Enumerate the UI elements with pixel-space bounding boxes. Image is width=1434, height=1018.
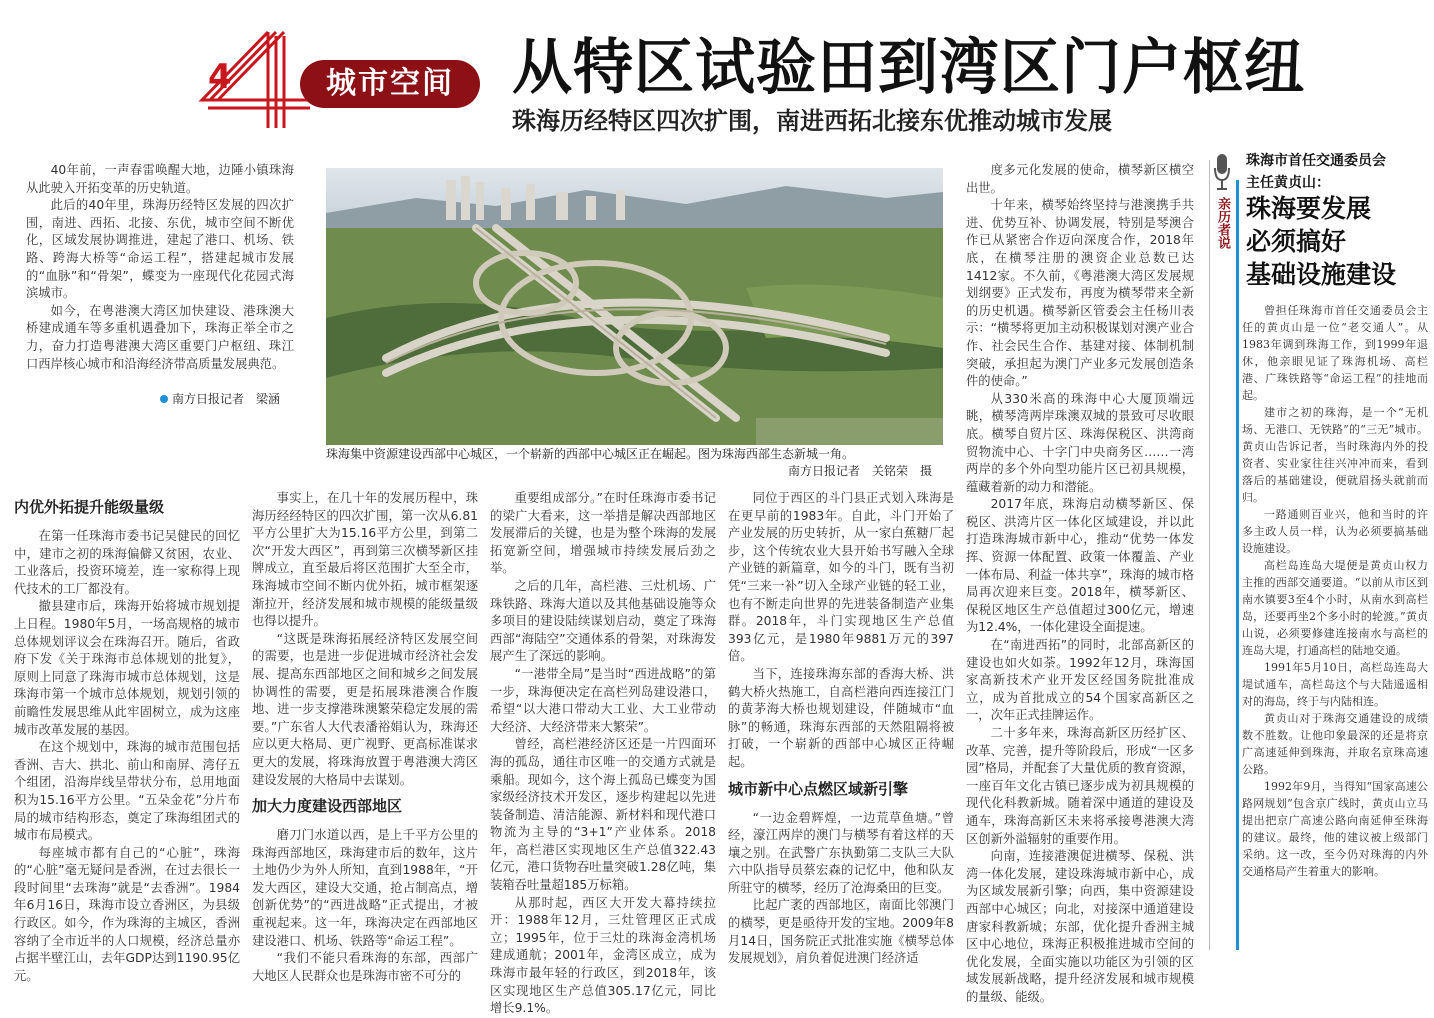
sidebar-intro-line: 珠海市首任交通委员会 bbox=[1246, 153, 1386, 169]
section-number: 4 bbox=[208, 57, 232, 97]
section-heading-b: 加大力度建设西部地区 bbox=[252, 797, 403, 816]
byline-dot-icon bbox=[160, 395, 168, 403]
body-paragraph: 从那时起，西区大开发大幕持续拉开：1988年12月，三灶管理区正式成立；1995年，位于三灶的珠海金湾机场建成通航；2001年，金湾区成立，成为珠海市最年轻的行政区，到2018年，该区实现地区生产总值305.17亿元，同比增长9.1%。 bbox=[490, 895, 716, 1016]
photo-caption: 珠海集中资源建设西部中心城区，一个崭新的西部中心城区正在崛起。图为珠海西部生态新城一角。 bbox=[326, 447, 855, 461]
sidebar-title-line: 珠海要发展 bbox=[1246, 194, 1372, 223]
body-paragraph: 当下，连接珠海东部的香海大桥、洪鹤大桥火热施工，自高栏港向西连接江门的黄茅海大桥也规划建设，伴随城市“血脉”的畅通，珠海东西部的天然阻隔将被打破，一个崭新的西部中心城区正待崛起。 bbox=[728, 666, 954, 769]
column-c bbox=[490, 490, 716, 1016]
sidebar-accent-stripe bbox=[1236, 180, 1239, 950]
intro-paragraph: 如今，在粤港澳大湾区加快建设、港珠澳大桥建成通车等多重机遇叠加下，珠海正举全市之力，奋力打造粤港澳大湾区重要门户枢纽、珠江口西岸核心城市和沿海经济带高质量发展典范。 bbox=[26, 303, 294, 371]
body-paragraph: 在第一任珠海市委书记吴健民的回忆中，建市之初的珠海偏僻又贫困，农业、工业落后，投资环境差，连一家称得上现代技术的工厂都没有。 bbox=[14, 529, 240, 596]
sidebar-paragraph: 1992年9月，当得知“国家高速公路网规划”包含京广线时，黄贞山立马提出把京广高速公路向南延伸至珠海的建议。最终，他的建议被上级部门采纳。这一改，至今仍对珠海的内外交通格局产生着重大的影响。 bbox=[1242, 780, 1428, 878]
photo-credit: 南方日报记者 关铭荣 摄 bbox=[788, 464, 933, 478]
column-b bbox=[252, 490, 478, 983]
body-paragraph: 比起广袤的西部地区，南面比邻澳门的横琴，更是亟待开发的宝地。2009年8月14日，国务院正式批准实施《横琴总体发展规划》，肩负着促进澳门经济适 bbox=[728, 898, 954, 966]
section-heading-d: 城市新中心点燃区域新引擎 bbox=[728, 779, 909, 798]
body-paragraph: 曾经，高栏港经济区还是一片四面环海的孤岛，通往市区唯一的交通方式就是乘船。现如今，这个海上孤岛已蝶变为国家级经济技术开发区，逐步构建起以先进装备制造、清洁能源、新材料和现代港口物流为主导的“3+1”产业体系。2018年，高栏港区实现地区生产总值322.43亿元，港口货物吞吐量突破1.28亿吨，集装箱吞吐量超185万标箱。 bbox=[490, 737, 716, 893]
sidebar-title bbox=[1246, 192, 1396, 291]
intro-column bbox=[26, 162, 294, 382]
sidebar-body bbox=[1242, 302, 1428, 880]
column-d bbox=[728, 490, 954, 966]
sidebar-paragraph: 黄贞山对于珠海交通建设的成绩数不胜数。让他印象最深的还是将京广高速延伸到珠海，并取名京珠高速公路。 bbox=[1242, 712, 1428, 776]
byline bbox=[160, 390, 280, 407]
body-paragraph: 重要组成部分。”在时任珠海市委书记的梁广大看来，这一举措是解决西部地区发展滞后的关键，也是为整个珠海的发展拓宽新空间，增强城市持续发展后劲之举。 bbox=[490, 491, 716, 576]
section-badge: 城市空间 bbox=[300, 60, 480, 108]
microphone-icon bbox=[1212, 152, 1232, 192]
body-paragraph: 同位于西区的斗门县正式划入珠海是在更早前的1983年。自此，斗门开始了产业发展的历史转折，从一家白蕉糖厂起步，这个传统农业大县开始书写融入全球产业链的新篇章，如今的斗门，既有当初凭“三来一补”切入全球产业链的轻工业，也有不断走向世界的先进装备制造产业集群。2018年，斗门实现地区生产总值393亿元，是1980年9881万元的397倍。 bbox=[728, 491, 954, 664]
body-paragraph: 撤县建市后，珠海开始将城市规划提上日程。1980年5月，一场高规格的城市总体规划评议会在珠海召开。随后，省政府下发《关于珠海市总体规划的批复》，原则上同意了珠海市城市总体规划，这是珠海市第一个城市总体规划，规划引领的前瞻性发展思维从此牢固树立，成为这座城市改革发展的基因。 bbox=[14, 599, 240, 737]
sidebar-paragraph: 一路通则百业兴，他和当时的许多主政人员一样，认为必须要搞基础设施建设。 bbox=[1242, 508, 1428, 555]
sidebar-paragraph: 高栏岛连岛大堤便是黄贞山权力主推的西部交通要道。“以前从市区到南水镇要3至4个小时，从南水到高栏岛，还要再坐2个多小时的轮渡。”黄贞山说，必须要修建连接南水与高栏的连岛大堤，打通高栏的陆地交通。 bbox=[1242, 559, 1428, 657]
intro-paragraph: 40年前，一声春雷唤醒大地，边陲小镇珠海从此驶入开拓变革的历史轨道。 bbox=[26, 163, 294, 195]
column-e bbox=[966, 162, 1194, 1004]
body-paragraph: 十年来，横琴始终坚持与港澳携手共进、优势互补、协调发展，特别是琴澳合作已从紧密合作迈向深度合作，2018年底，在横琴注册的澳资企业总数已达1412家。不久前，《粤港澳大湾区发展规划纲要》正式发布，再度为横琴带来全新的历史机遇。横琴新区管委会主任杨川表示：“横琴将更加主动积极谋划对澳产业合作、社会民生合作、基建对接、体制机制突破，承担起为澳门产业多元发展创造条件的使命。” bbox=[966, 198, 1194, 389]
sidebar-paragraph: 建市之初的珠海，是一个“无机场、无港口、无铁路”的“三无”城市。黄贞山告诉记者，当时珠海内外的投资者、实业家往往兴冲冲而来，看到落后的基础建设，便就眉扬头就前而归。 bbox=[1242, 406, 1428, 504]
body-paragraph: “这既是珠海拓展经济特区发展空间的需要，也是进一步促进城市经济社会发展、提高东西部地区之间和城乡之间发展协调性的需要，更是拓展珠港澳合作腹地、进一步支撑港珠澳繁荣稳定发展的需要。”广东省人大代表潘裕娟认为，珠海还应以更大格局、更广视野、更高标准谋求更大的发展，将珠海放置于粤港澳大湾区建设发展的大格局中去谋划。 bbox=[252, 631, 478, 787]
headline: 从特区试验田到湾区门户枢纽 bbox=[512, 33, 1305, 103]
body-paragraph: “我们不能只看珠海的东部，西部广大地区人民群众也是珠海市密不可分的 bbox=[252, 951, 478, 983]
body-paragraph: 每座城市都有自己的“心脏”，珠海的“心脏”毫无疑问是香洲，在过去很长一段时间里“去珠海”就是“去香洲”。1984年6月16日，珠海市设立香洲区，为县级行政区。如今，作为珠海的主城区，香洲容纳了全市近半的人口规模，经济总量亦占据半壁江山，去年GDP达到1190.95亿元。 bbox=[14, 845, 240, 983]
body-paragraph: 向南，连接港澳促进横琴、保税、洪湾一体化发展，建设珠海城市新中心，成为区域发展新引擎；向西，集中资源建设西部中心城区；向北，对接深中通道建设唐家科教新城；东部，优化提升香洲主城区中心地位，珠海正积极推进城市空间的优化发展，全面实施以功能区为引领的区域发展新战略，提升经济发展和城市规模的量级、能级。 bbox=[966, 849, 1194, 1004]
byline-text: 南方日报记者 梁涵 bbox=[172, 392, 281, 406]
body-paragraph: 磨刀门水道以西，是上千平方公里的珠海西部地区，珠海建市后的数年，这片土地仍少为外人所知，直到1988年，“开发大西区，建设大交通，抢占制高点，增创新优势”的“西进战略”正式提出，才被重视起来。这一年，珠海决定在西部地区建设港口、机场、铁路等“命运工程”。 bbox=[252, 828, 478, 948]
sidebar-title-line: 必须搞好 bbox=[1246, 227, 1347, 256]
sidebar-intro bbox=[1246, 150, 1386, 194]
interview-label: 亲历者说 bbox=[1215, 197, 1230, 249]
sidebar-title-line: 基础设施建设 bbox=[1246, 260, 1397, 289]
body-paragraph: “一港带全局”是当时“西进战略”的第一步，珠海便决定在高栏列岛建设港口，希望“以大港口带动大工业、大工业带动大经济、大经济带来大繁荣”。 bbox=[490, 666, 716, 734]
body-paragraph: “一边金碧辉煌，一边荒草鱼塘。”曾经，濠江两岸的澳门与横琴有着这样的天壤之别。在武警广东执勤第二支队三大队六中队指导员蔡宏森的记忆中，他和队友所驻守的横琴，经历了沧海桑田的巨变。 bbox=[728, 810, 954, 895]
body-paragraph: 事实上，在几十年的发展历程中，珠海历经经特区的四次扩围，第一次从6.81平方公里扩大为15.16平方公里，到第二次“开发大西区”，再到第三次横琴新区挂牌成立，直至最后将区范围扩大至全市，珠海城市空间不断内优外拓，城市框架逐渐拉开，经济发展和城市规模的能级量级也得以提升。 bbox=[252, 491, 478, 629]
body-paragraph: 2017年底，珠海启动横琴新区、保税区、洪湾片区一体化区域建设，并以此打造珠海城市新中心，推动“优势一体发挥、资源一体配置、政策一体覆盖、产业一体布局、利益一体共享”，珠海的城市格局再次迎来巨变。2018年，横琴新区、保税区地区生产总值超过300亿元，增速为12.4%，一体化建设全面提速。 bbox=[966, 497, 1194, 635]
intro-paragraph: 此后的40年里，珠海历经特区发展的四次扩围，南进、西拓、北接、东优，城市空间不断优化，区域发展协调推进，建起了港口、机场、铁路、跨海大桥等“命运工程”，搭建起城市发展的“血脉”和“骨架”，蝶变为一座现代化花园式海滨城市。 bbox=[26, 198, 294, 301]
body-paragraph: 度多元化发展的使命，横琴新区横空出世。 bbox=[966, 163, 1194, 195]
sidebar-divider bbox=[1209, 160, 1210, 950]
body-paragraph: 在这个规划中，珠海的城市范围包括香洲、吉大、拱北、前山和南屏、湾仔五个组团，沿海岸线呈带状分布，总用地面积为15.16平方公里。“五朵金花”分片布局的城市结构形态，奠定了珠海组团式的城市布局模式。 bbox=[14, 740, 240, 843]
subheadline: 珠海历经特区四次扩围，南进西拓北接东优推动城市发展 bbox=[512, 107, 1112, 135]
sidebar-paragraph: 曾担任珠海市首任交通委员会主任的黄贞山是一位“老交通人”。从1983年调到珠海工作，到1999年退休，他亲眼见证了珠海机场、高栏港、广珠铁路等“命运工程”的挂地而起。 bbox=[1242, 304, 1428, 402]
body-paragraph: 在“南进西拓”的同时，北部高新区的建设也如火如荼。1992年12月，珠海国家高新技术产业开发区经国务院批准成立，成为首批成立的54个国家高新区之一，次年正式挂牌运作。 bbox=[966, 638, 1194, 723]
column-a bbox=[14, 490, 240, 983]
body-paragraph: 二十多年来，珠海高新区历经扩区、改革、完善，提升等阶段后，形成“一区多园”格局，并配套了大量优质的教育资源，一座百年文化古镇已逐步成为初具规模的现代化科教新城。随着深中通道的建设及通车，珠海高新区未来将承接粤港澳大湾区创新外溢辐射的重要作用。 bbox=[966, 726, 1194, 846]
sidebar-paragraph: 1991年5月10日，高栏岛连岛大堤试通车，高栏岛这个与大陆遥遥相对的海岛，终于与内陆相连。 bbox=[1242, 661, 1428, 708]
sidebar-intro-line: 主任黄贞山： bbox=[1246, 175, 1330, 191]
body-paragraph: 之后的几年，高栏港、三灶机场、广珠铁路、珠海大道以及其他基础设施等众多项目的建设陆续谋划启动，奠定了珠海西部“海陆空”交通体系的骨架，对珠海发展产生了深远的影响。 bbox=[490, 578, 716, 664]
interchange-photo bbox=[326, 168, 943, 445]
body-paragraph: 从330米高的珠海中心大厦顶端远眺，横琴湾两岸珠澳双城的景致可尽收眼底。横琴自贸片区、珠海保税区、洪湾商贸物流中心、十字门中央商务区……一湾两岸的多个外向型功能片区已初具规模，蕴藏着新的动力和潜能。 bbox=[966, 391, 1194, 494]
section-heading-a: 内优外拓提升能级量级 bbox=[14, 498, 165, 516]
